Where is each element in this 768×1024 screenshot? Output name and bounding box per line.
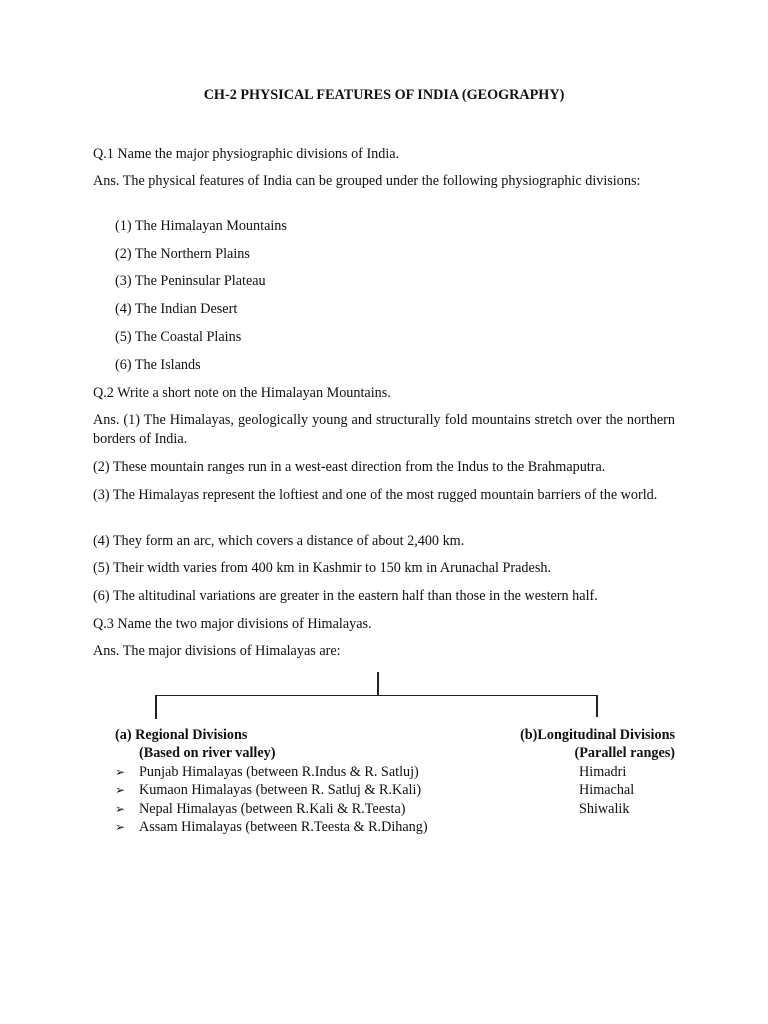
longitudinal-heading: (b)Longitudinal Divisions: [520, 727, 675, 743]
q2-point: (6) The altitudinal variations are greater in the eastern half than those in the western half.: [93, 588, 598, 604]
q1-answer: Ans. The physical features of India can be grouped under the following physiographic divisions:: [93, 173, 641, 189]
q2-point: (5) Their width varies from 400 km in Kashmir to 150 km in Arunachal Pradesh.: [93, 560, 551, 576]
q1-item: (2) The Northern Plains: [115, 246, 250, 262]
q2-question: Q.2 Write a short note on the Himalayan Mountains.: [93, 385, 391, 401]
q1-item: (3) The Peninsular Plateau: [115, 273, 266, 289]
list-item: [115, 781, 495, 799]
document-page: [93, 0, 675, 1024]
regional-item: Punjab Himalayas (between R.Indus & R. Satluj): [139, 763, 419, 780]
q1-item: (1) The Himalayan Mountains: [115, 218, 287, 234]
diagram-stem-line: [377, 672, 379, 696]
regional-item: Assam Himalayas (between R.Teesta & R.Dihang): [139, 819, 428, 836]
list-item: [115, 800, 495, 818]
q3-question: Q.3 Name the two major divisions of Himalayas.: [93, 616, 372, 632]
arrow-bullet-icon: ➢: [115, 801, 126, 816]
q1-item: (5) The Coastal Plains: [115, 329, 242, 345]
longitudinal-divisions-column: [495, 726, 675, 818]
list-item: [115, 763, 495, 781]
regional-subheading: (Based on river valley): [139, 745, 276, 762]
diagram-left-branch-line: [155, 695, 157, 719]
division-tree-diagram: [93, 668, 693, 728]
arrow-bullet-icon: ➢: [115, 820, 126, 835]
q2-point: Ans. (1) The Himalayas, geologically young and structurally fold mountains stretch over the northern borders of India.: [93, 412, 675, 447]
q1-question: Q.1 Name the major physiographic divisions of India.: [93, 146, 400, 162]
regional-item: Nepal Himalayas (between R.Kali & R.Teesta): [139, 800, 406, 817]
regional-item: Kumaon Himalayas (between R. Satluj & R.Kali): [139, 782, 422, 799]
regional-divisions-column: [115, 726, 495, 836]
longitudinal-item: Shiwalik: [579, 800, 630, 817]
list-item: [115, 818, 495, 836]
regional-heading: (a) Regional Divisions: [115, 727, 248, 743]
q1-item: (4) The Indian Desert: [115, 301, 238, 317]
q2-point: (3) The Himalayas represent the loftiest and one of the most rugged mountain barriers of the world.: [93, 487, 658, 503]
q3-answer: Ans. The major divisions of Himalayas are:: [93, 643, 341, 659]
q2-point: (2) These mountain ranges run in a west-east direction from the Indus to the Brahmaputra.: [93, 459, 606, 475]
longitudinal-item: Himadri: [579, 763, 627, 780]
arrow-bullet-icon: ➢: [115, 783, 126, 798]
diagram-horizontal-line: [155, 695, 597, 696]
q1-item: (6) The Islands: [115, 357, 201, 373]
longitudinal-item: Himachal: [579, 782, 635, 799]
q2-point: (4) They form an arc, which covers a distance of about 2,400 km.: [93, 533, 465, 549]
longitudinal-subheading: (Parallel ranges): [574, 745, 675, 762]
page-title: CH-2 PHYSICAL FEATURES OF INDIA (GEOGRAPHY): [203, 87, 565, 103]
arrow-bullet-icon: ➢: [115, 764, 126, 779]
diagram-right-branch-line: [596, 695, 598, 717]
